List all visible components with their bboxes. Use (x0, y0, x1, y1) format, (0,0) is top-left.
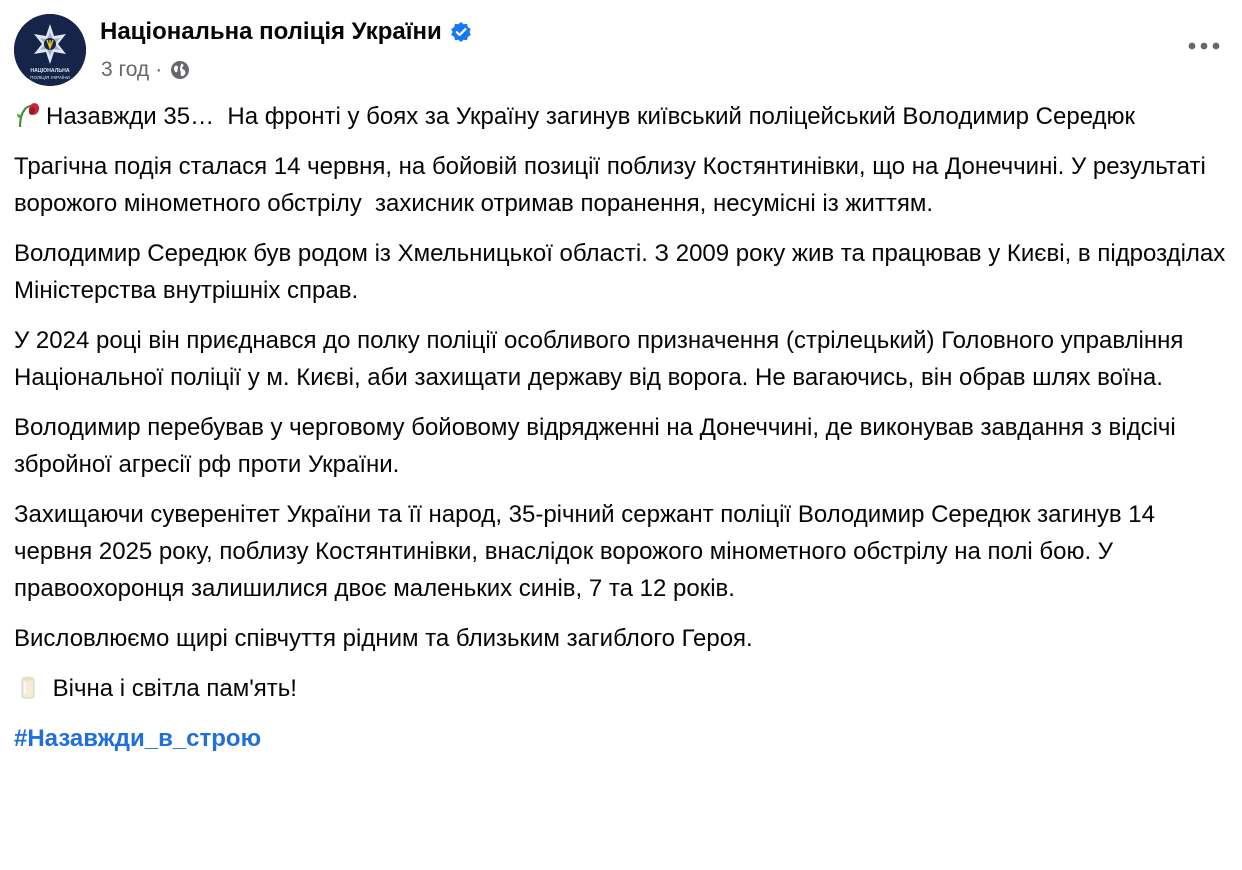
more-options-icon (1187, 41, 1221, 51)
post-paragraph-1: Трагічна подія сталася 14 червня, на бойовій позиції поблизу Костянтинівки, що на Донеччині. У результаті ворожого мінометного обстрілу захисник отримав поранення, несумісні із життям. (14, 153, 1213, 217)
meta-separator: · (155, 58, 163, 81)
wilted-flower-icon (14, 100, 42, 128)
candle-icon (14, 672, 42, 700)
svg-text:НАЦІОНАЛЬНА: НАЦІОНАЛЬНА (30, 68, 70, 74)
post-paragraph-2: Володимир Середюк був родом із Хмельницької області. З 2009 року жив та працював у Києві, в підрозділах Міністерства внутрішніх справ. (14, 240, 1232, 304)
post-paragraph-6: Висловлюємо щирі співчуття рідним та близьким загиблого Героя. (14, 625, 753, 652)
svg-text:ПОЛІЦІЯ УКРАЇНИ: ПОЛІЦІЯ УКРАЇНИ (30, 75, 70, 80)
police-emblem-logo (14, 14, 86, 86)
post-timestamp[interactable]: 3 год (101, 58, 150, 81)
post-meta (101, 58, 190, 82)
more-options-button[interactable] (1182, 28, 1226, 64)
memory-line (14, 670, 1228, 707)
verified-badge-icon (450, 21, 472, 43)
post-paragraph-4: Володимир перебував у черговому бойовому відрядженні на Донеччині, де виконував завдання з відсічі збройної агресії рф проти України. (14, 414, 1183, 478)
post-title-line (14, 98, 1228, 135)
post-body (14, 98, 1232, 757)
page-avatar[interactable] (14, 14, 86, 86)
globe-icon[interactable] (170, 60, 190, 80)
memory-text: Вічна і світла пам'ять! (46, 675, 297, 702)
page-name-row (100, 18, 472, 46)
post-paragraph-3: У 2024 році він приєднався до полку поліції особливого призначення (стрілецький) Головного управління Національної поліції у м. Києві, аби захищати державу від ворога. Не вагаючись, він обрав шлях воїна. (14, 327, 1191, 391)
page-name-link[interactable]: Національна поліція України (100, 18, 442, 45)
post-header (14, 14, 1228, 88)
post-paragraph-5: Захищаючи суверенітет України та її народ, 35-річний сержант поліції Володимир Середюк загинув 14 червня 2025 року, поблизу Костянтинівки, внаслідок ворожого мінометного обстрілу на полі бою. У правоохоронця залишилися двоє маленьких синів, 7 та 12 років. (14, 501, 1162, 602)
post-title-text: Назавжди 35… На фронті у боях за Україну загинув київський поліцейський Володимир Середюк (46, 103, 1136, 130)
hashtag-link[interactable]: #Назавжди_в_строю (14, 725, 262, 752)
